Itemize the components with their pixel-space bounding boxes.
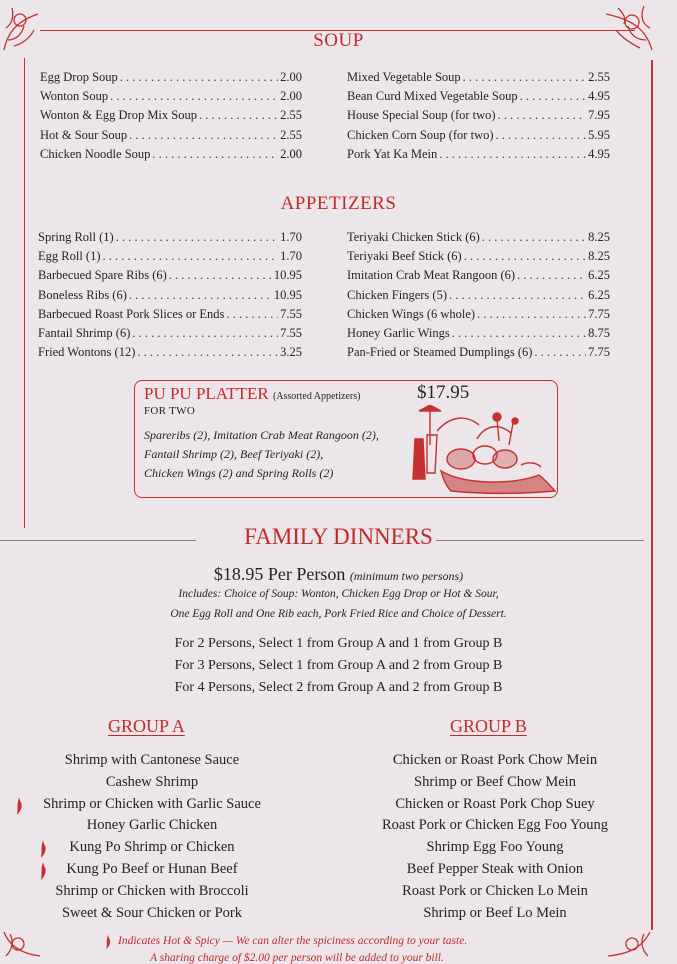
platter-illustration bbox=[401, 405, 557, 500]
pepper-icon bbox=[38, 861, 48, 886]
item-price: 8.25 bbox=[588, 249, 610, 264]
group-b-item: Shrimp or Beef Lo Mein bbox=[423, 904, 567, 921]
item-price: 2.00 bbox=[280, 89, 302, 104]
platter-title: PU PU PLATTER (Assorted Appetizers) bbox=[144, 384, 361, 403]
item-price: 7.95 bbox=[588, 108, 610, 123]
item-price: 10.95 bbox=[273, 287, 302, 302]
menu-item bbox=[40, 147, 302, 166]
item-price: 2.55 bbox=[280, 127, 302, 142]
item-name: Spring Roll (1) bbox=[38, 230, 114, 244]
group-a-list bbox=[0, 750, 304, 924]
item-name: Wonton Soup bbox=[40, 89, 109, 104]
item-name: Teriyaki Chicken Stick (6) bbox=[347, 230, 480, 244]
item-name: House Special Soup (for two) bbox=[347, 108, 496, 123]
item-price: 2.00 bbox=[280, 70, 302, 84]
item-name: Bean Curd Mixed Vegetable Soup bbox=[347, 89, 518, 104]
menu-item bbox=[40, 108, 302, 127]
item-price: 5.95 bbox=[588, 127, 610, 142]
family-price: $18.95 Per Person bbox=[213, 564, 346, 584]
item-price: 1.70 bbox=[280, 249, 302, 264]
item-price: 4.95 bbox=[588, 89, 610, 104]
item-price: 10.95 bbox=[273, 268, 302, 283]
menu-item bbox=[38, 230, 302, 249]
group-b-title: GROUP B bbox=[450, 716, 527, 736]
platter-price: $17.95 bbox=[417, 382, 470, 403]
group-b-list bbox=[340, 750, 650, 924]
item-price: 7.75 bbox=[588, 306, 610, 321]
item-price: 8.75 bbox=[588, 325, 610, 340]
menu-item bbox=[347, 345, 610, 364]
charge-note: A sharing charge of $2.00 per person will be added to your bill. bbox=[150, 952, 444, 964]
item-name: Fantail Shrimp (6) bbox=[38, 325, 131, 340]
family-rule-line: For 2 Persons, Select 1 from Group A and 1 from Group B bbox=[174, 636, 503, 651]
pupu-platter-box bbox=[134, 380, 558, 498]
group-a-title: GROUP A bbox=[108, 716, 185, 736]
menu-item bbox=[347, 307, 610, 326]
group-a-item: Sweet & Sour Chicken or Pork bbox=[61, 904, 243, 921]
item-name: Pan-Fried or Steamed Dumplings (6) bbox=[347, 345, 533, 360]
family-includes-1: Includes: Choice of Soup: Wonton, Chicken Egg Drop or Hot & Sour, bbox=[178, 588, 499, 600]
appetizers-left-list bbox=[38, 230, 302, 364]
group-b-item: Chicken or Roast Pork Chop Suey bbox=[395, 795, 595, 812]
item-name: Pork Yat Ka Mein bbox=[347, 146, 438, 161]
item-price: 8.25 bbox=[588, 230, 610, 244]
group-a-item: Shrimp or Chicken with Garlic Sauce bbox=[43, 795, 261, 812]
item-name: Mixed Vegetable Soup bbox=[347, 70, 461, 84]
platter-item-line: Fantail Shrimp (2), Beef Teriyaki (2), bbox=[144, 447, 324, 461]
menu-item bbox=[347, 268, 610, 287]
item-price: 6.25 bbox=[588, 287, 610, 302]
soup-title: SOUP bbox=[313, 30, 364, 51]
menu-item bbox=[347, 70, 610, 89]
platter-items bbox=[144, 426, 379, 483]
group-b-item: Beef Pepper Steak with Onion bbox=[406, 860, 584, 877]
menu-item bbox=[40, 128, 302, 147]
family-price-line bbox=[0, 564, 677, 585]
family-dinners-title: FAMILY DINNERS bbox=[244, 524, 433, 549]
item-name: Chicken Fingers (5) bbox=[347, 287, 447, 302]
item-name: Fried Wontons (12) bbox=[38, 345, 136, 360]
item-name: Wonton & Egg Drop Mix Soup bbox=[40, 108, 197, 123]
item-price: 2.55 bbox=[280, 108, 302, 123]
family-rule-line: For 3 Persons, Select 1 from Group A and 2 from Group B bbox=[174, 658, 503, 673]
menu-item bbox=[38, 345, 302, 364]
item-name: Teriyaki Beef Stick (6) bbox=[347, 249, 462, 264]
menu-item bbox=[38, 268, 302, 287]
item-price: 7.75 bbox=[588, 345, 610, 360]
group-b-item: Shrimp or Beef Chow Mein bbox=[414, 773, 576, 790]
menu-item bbox=[347, 230, 610, 249]
menu-item bbox=[40, 70, 302, 89]
item-name: Boneless Ribs (6) bbox=[38, 287, 127, 302]
family-rule-line: For 4 Persons, Select 2 from Group A and 2 from Group B bbox=[174, 680, 503, 695]
platter-item-line: Chicken Wings (2) and Spring Rolls (2) bbox=[144, 466, 334, 480]
pepper-icon bbox=[14, 796, 24, 821]
corner-ornament-bottom-right bbox=[598, 928, 654, 960]
item-name: Egg Drop Soup bbox=[40, 70, 118, 84]
group-a-item: Shrimp or Chicken with Broccoli bbox=[55, 882, 249, 899]
menu-item bbox=[347, 326, 610, 345]
item-price: 7.55 bbox=[280, 306, 302, 321]
menu-item bbox=[347, 108, 610, 127]
item-name: Hot & Sour Soup bbox=[40, 127, 128, 142]
item-price: 7.55 bbox=[280, 325, 302, 340]
item-name: Chicken Wings (6 whole) bbox=[347, 306, 476, 321]
menu-item bbox=[347, 89, 610, 108]
item-name: Chicken Corn Soup (for two) bbox=[347, 127, 494, 142]
group-a-item: Kung Po Beef or Hunan Beef bbox=[66, 860, 238, 877]
item-price: 4.95 bbox=[588, 146, 610, 161]
item-price: 1.70 bbox=[280, 230, 302, 244]
menu-item bbox=[347, 128, 610, 147]
corner-ornament-bottom-left bbox=[0, 928, 44, 960]
item-name: Barbecued Roast Pork Slices or Ends bbox=[38, 306, 225, 321]
soup-left-list bbox=[40, 70, 302, 166]
group-b-item: Shrimp Egg Foo Young bbox=[426, 839, 564, 856]
group-a-item: Honey Garlic Chicken bbox=[86, 817, 218, 834]
menu-item bbox=[38, 249, 302, 268]
spicy-note: Indicates Hot & Spicy — We can alter the spiciness according to your taste. bbox=[118, 935, 468, 947]
menu-item bbox=[347, 249, 610, 268]
platter-item-line: Spareribs (2), Imitation Crab Meat Rangoon (2), bbox=[144, 428, 379, 442]
item-price: 2.00 bbox=[280, 146, 302, 161]
item-name: Imitation Crab Meat Rangoon (6) bbox=[347, 268, 516, 283]
item-name: Honey Garlic Wings bbox=[347, 325, 450, 340]
appetizers-right-list bbox=[347, 230, 610, 364]
menu-item bbox=[347, 147, 610, 166]
group-b-item: Roast Pork or Chicken Egg Foo Young bbox=[382, 817, 608, 834]
item-name: Barbecued Spare Ribs (6) bbox=[38, 268, 167, 283]
platter-note: (Assorted Appetizers) bbox=[272, 391, 361, 402]
item-price: 6.25 bbox=[588, 268, 610, 283]
group-a-item: Shrimp with Cantonese Sauce bbox=[64, 752, 240, 768]
pepper-icon bbox=[104, 934, 112, 955]
group-a-item: Kung Po Shrimp or Chicken bbox=[69, 839, 235, 856]
group-a-item: Cashew Shrimp bbox=[105, 773, 199, 790]
item-name: Egg Roll (1) bbox=[38, 249, 101, 264]
appetizers-title: APPETIZERS bbox=[280, 193, 397, 214]
family-includes-2: One Egg Roll and One Rib each, Pork Fried Rice and Choice of Dessert. bbox=[170, 608, 507, 620]
group-b-item: Roast Pork or Chicken Lo Mein bbox=[402, 882, 588, 899]
item-name: Chicken Noodle Soup bbox=[40, 146, 151, 161]
platter-subtitle: FOR TWO bbox=[144, 405, 196, 417]
item-price: 2.55 bbox=[588, 70, 610, 84]
group-b-item: Chicken or Roast Pork Chow Mein bbox=[392, 752, 598, 768]
menu-item bbox=[40, 89, 302, 108]
menu-item bbox=[38, 307, 302, 326]
right-border bbox=[651, 60, 653, 930]
item-price: 3.25 bbox=[280, 345, 302, 360]
left-border bbox=[24, 58, 25, 528]
menu-item bbox=[347, 288, 610, 307]
menu-item bbox=[38, 288, 302, 307]
soup-right-list bbox=[347, 70, 610, 166]
menu-item bbox=[38, 326, 302, 345]
family-price-note: (minimum two persons) bbox=[349, 569, 464, 583]
